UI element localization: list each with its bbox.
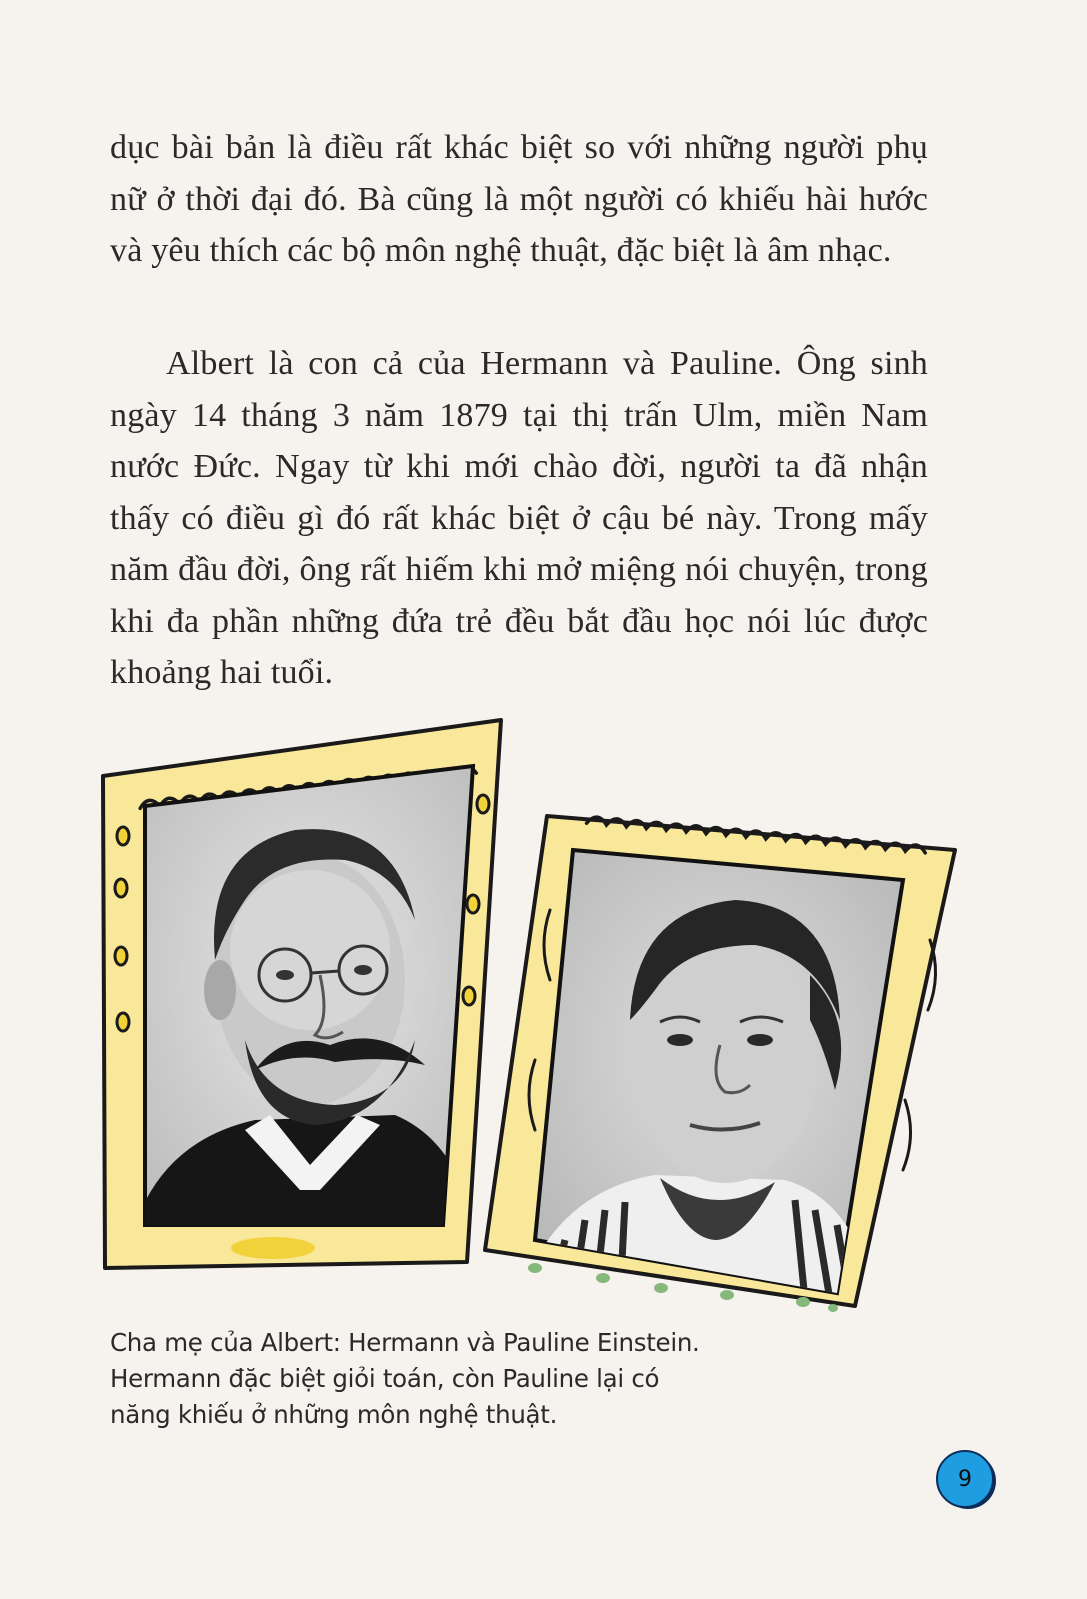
page-number: 9 xyxy=(958,1466,972,1492)
father-photo xyxy=(135,766,475,1225)
photo-frame-mother xyxy=(485,816,955,1312)
caption-line-3: năng khiếu ở những môn nghệ thuật. xyxy=(110,1400,558,1429)
page-number-badge xyxy=(936,1450,994,1508)
caption-line-2: Hermann đặc biệt giỏi toán, còn Pauline lại có xyxy=(110,1364,660,1393)
photo-caption xyxy=(110,1325,810,1433)
body-paragraph-1: dục bài bản là điều rất khác biệt so với những người phụ nữ ở thời đại đó. Bà cũng là một người có khiếu hài hước và yêu thích các bộ môn nghệ thuật, đặc biệt là âm nhạc. xyxy=(110,129,928,269)
caption-line-1: Cha mẹ của Albert: Hermann và Pauline Einstein. xyxy=(110,1328,700,1357)
parents-photos xyxy=(95,720,975,1320)
body-paragraph-2: Albert là con cả của Hermann và Pauline. Ông sinh ngày 14 tháng 3 năm 1879 tại thị trấn Ulm, miền Nam nước Đức. Ngay từ khi mới chào đời, người ta đã nhận thấy có điều gì đó rất khác biệt ở cậu bé này. Trong mấy năm đầu đời, ông rất hiếm khi mở miệng nói chuyện, trong khi đa phần những đứa trẻ đều bắt đầu học nói lúc được khoảng hai tuổi. xyxy=(110,345,928,691)
photo-frame-father xyxy=(103,720,501,1268)
mother-photo xyxy=(525,850,903,1300)
